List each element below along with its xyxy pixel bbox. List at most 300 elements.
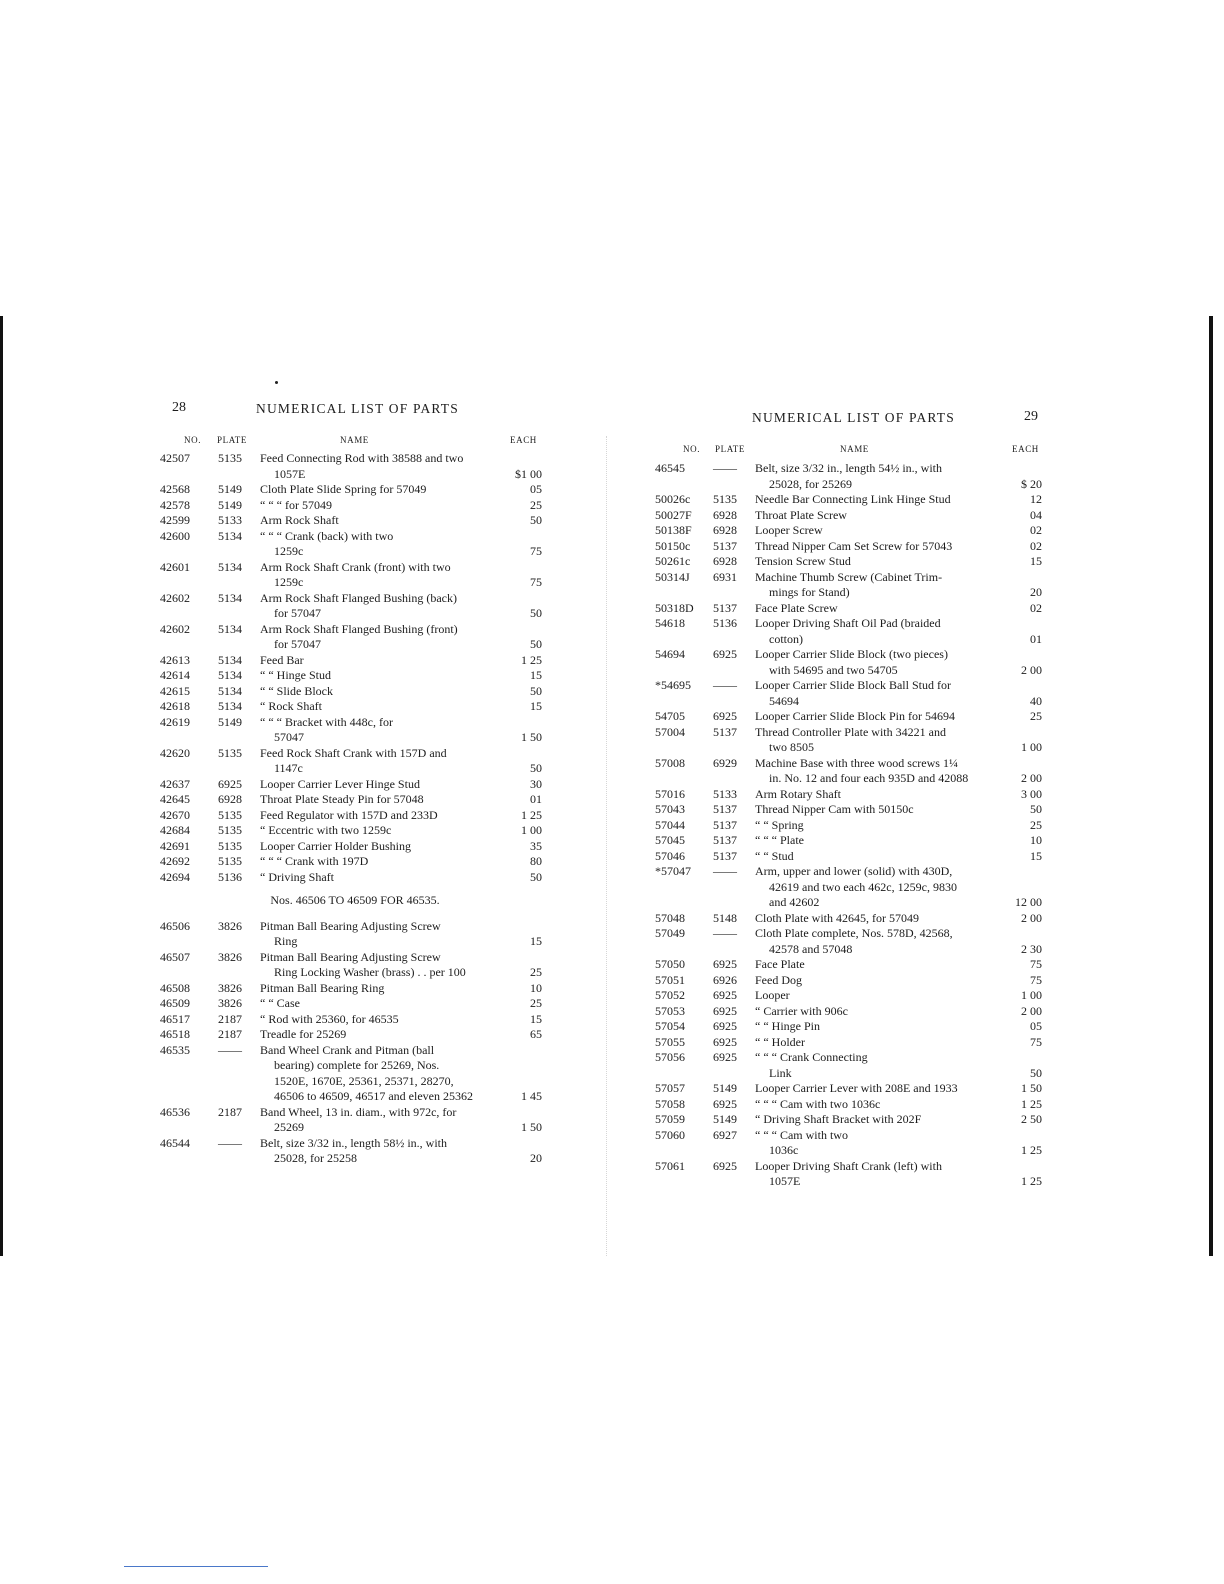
plate-number: 6925 (713, 1050, 737, 1064)
price-each: 75 (530, 544, 542, 558)
table-row (655, 864, 1050, 911)
part-name (755, 833, 995, 849)
part-name-text: “ “ “ Crank with 197D (260, 854, 369, 868)
price-each: 05 (530, 482, 542, 496)
table-row (655, 988, 1050, 1004)
table-row (655, 647, 1050, 678)
part-number: 42601 (160, 559, 190, 574)
part-name-text: “ Carrier with 906c (755, 1003, 848, 1018)
plate-number: 5137 (713, 817, 737, 832)
part-number: 46544 (160, 1135, 190, 1150)
part-name (260, 1105, 495, 1136)
table-row (160, 839, 550, 855)
part-name-continued: 1147c (274, 761, 303, 775)
table-row (160, 996, 550, 1012)
part-name (755, 1004, 995, 1020)
plate-number: 3826 (218, 980, 242, 995)
part-number: 57058 (655, 1096, 685, 1111)
table-row (655, 523, 1050, 539)
part-name (260, 870, 495, 886)
table-row (655, 973, 1050, 989)
part-name (260, 498, 495, 514)
part-number: 50261c (655, 554, 691, 568)
part-name (755, 570, 995, 601)
col-each: EACH (510, 435, 537, 445)
part-number: 57051 (655, 972, 685, 987)
price-each: 02 (1030, 600, 1042, 615)
col-plate: PLATE (217, 435, 247, 445)
price-each: 1 45 (521, 1089, 542, 1103)
plate-number: 6926 (713, 972, 737, 987)
price-each: 15 (530, 668, 542, 682)
price-each: 3 00 (1021, 786, 1042, 801)
part-number: 46518 (160, 1027, 190, 1041)
part-name-text: “ “ Slide Block (260, 683, 333, 698)
part-name-text: Arm, upper and lower (solid) with 430D, (755, 864, 953, 878)
plate-number: 5149 (218, 497, 242, 512)
part-number: 57016 (655, 786, 685, 801)
table-row (655, 601, 1050, 617)
price-each: 25 (530, 497, 542, 512)
part-name-text: “ “ “ Crank (back) with two (260, 528, 394, 543)
price-each: 02 (1030, 538, 1042, 553)
part-name (755, 849, 995, 865)
part-number: 42578 (160, 497, 190, 512)
table-row (655, 616, 1050, 647)
plate-number: 6929 (713, 755, 737, 770)
part-number: 42600 (160, 528, 190, 543)
part-name (755, 523, 995, 539)
price-each: 40 (1030, 693, 1042, 708)
table-row (160, 529, 550, 560)
price-each: 20 (530, 1151, 542, 1165)
plate-number: —— (218, 1135, 242, 1150)
table-row (655, 1035, 1050, 1051)
page-number: 28 (172, 400, 186, 415)
part-name-text: “ Driving Shaft Bracket with 202F (755, 1112, 922, 1126)
part-name (260, 1043, 495, 1105)
part-name (260, 808, 495, 824)
plate-number: 5135 (218, 823, 242, 837)
price-each: $ 20 (1021, 476, 1042, 491)
col-name: NAME (840, 444, 869, 454)
part-number: 42694 (160, 869, 190, 884)
plate-number: 3826 (218, 918, 242, 933)
plate-number: 6931 (713, 569, 737, 584)
part-name (755, 1112, 995, 1128)
part-name (755, 1097, 995, 1113)
price-each: 50 (530, 683, 542, 698)
part-name (755, 709, 995, 725)
table-row (160, 591, 550, 622)
plate-number: 5134 (218, 528, 242, 543)
part-name-continued: 1036c (769, 1143, 799, 1157)
part-name-text: Machine Base with three wood screws 1¼ (755, 755, 958, 770)
part-name (260, 653, 495, 669)
part-name (260, 591, 495, 622)
col-each: EACH (1012, 444, 1039, 454)
part-name-text: Throat Plate Screw (755, 507, 847, 522)
part-name-text: “ “ Case (260, 996, 300, 1010)
part-name (755, 492, 995, 508)
table-row (160, 622, 550, 653)
part-name-text: “ “ Stud (755, 848, 794, 863)
table-row (655, 678, 1050, 709)
price-each: 1 25 (1021, 1143, 1042, 1157)
part-name-text: “ Rod with 25360, for 46535 (260, 1011, 399, 1026)
scan-speck (275, 381, 278, 384)
part-name (260, 746, 495, 777)
part-name (260, 792, 495, 808)
plate-number: 6928 (713, 507, 737, 522)
part-name-text: Feed Rock Shaft Crank with 157D and (260, 745, 447, 760)
plate-number: 5134 (218, 683, 242, 698)
section-subhead: Nos. 46506 TO 46509 FOR 46535. (270, 893, 440, 907)
part-name-text: “ “ Hinge Stud (260, 668, 331, 682)
part-name (260, 560, 495, 591)
plate-number: 6925 (713, 647, 737, 661)
part-name-text: Needle Bar Connecting Link Hinge Stud (755, 492, 951, 506)
parts-list (160, 451, 550, 1167)
price-each: 2 30 (1021, 941, 1042, 956)
part-number: 42618 (160, 699, 190, 713)
part-number: 57050 (655, 957, 685, 971)
table-row (160, 777, 550, 793)
part-name-continued: 1520E, 1670E, 25361, 25371, 28270, (274, 1073, 454, 1088)
part-name-text: “ “ “ Cam with two 1036c (755, 1096, 881, 1111)
price-each: 25 (1030, 709, 1042, 723)
part-name-text: Arm Rock Shaft (260, 513, 339, 527)
plate-number: 5137 (713, 538, 737, 553)
part-name-text: Feed Bar (260, 652, 304, 667)
plate-number: 5133 (713, 786, 737, 801)
table-row (655, 461, 1050, 492)
table-row (160, 950, 550, 981)
part-name (755, 678, 995, 709)
part-name-text: Feed Dog (755, 972, 802, 987)
part-name-text: Looper Carrier Lever with 208E and 1933 (755, 1081, 958, 1095)
part-name (755, 911, 995, 927)
part-number: 50027F (655, 507, 692, 522)
part-name-continued: for 57047 (274, 606, 321, 620)
plate-number: 5134 (218, 621, 242, 636)
price-each: 65 (530, 1027, 542, 1041)
part-name (755, 461, 995, 492)
plate-number: 5137 (713, 802, 737, 816)
table-row (160, 451, 550, 482)
part-name (755, 539, 995, 555)
part-name (755, 957, 995, 973)
part-name-continued: 42619 and two each 462c, 1259c, 9830 (769, 879, 957, 894)
price-each: 1 50 (1021, 1081, 1042, 1095)
part-name-continued: 46506 to 46509, 46517 and eleven 25362 (274, 1089, 473, 1103)
table-row (655, 833, 1050, 849)
price-each: 80 (530, 854, 542, 868)
part-name-text: Band Wheel Crank and Pitman (ball (260, 1042, 435, 1057)
table-row (655, 818, 1050, 834)
plate-number: 5135 (218, 807, 242, 822)
part-name-text: Looper Carrier Lever Hinge Stud (260, 776, 420, 791)
part-name (755, 1035, 995, 1051)
price-each: 1 25 (521, 652, 542, 667)
part-name (260, 1027, 495, 1043)
price-each: 25 (1030, 817, 1042, 832)
plate-number: 5135 (218, 854, 242, 868)
running-head: NUMERICAL LIST OF PARTS (752, 410, 955, 425)
plate-number: 5137 (713, 600, 737, 615)
part-name-text: “ “ “ Crank Connecting (755, 1050, 868, 1064)
part-name-continued: for 57047 (274, 637, 321, 651)
part-number: 57057 (655, 1081, 685, 1095)
price-each: 01 (530, 792, 542, 806)
part-name (260, 919, 495, 950)
table-row (655, 570, 1050, 601)
col-no: NO. (683, 444, 701, 454)
plate-number: 5137 (713, 833, 737, 847)
part-number: 42637 (160, 776, 190, 791)
plate-number: —— (713, 461, 737, 475)
plate-number: 5136 (218, 869, 242, 884)
part-number: 57055 (655, 1034, 685, 1049)
plate-number: 6925 (713, 1158, 737, 1173)
part-name-text: Looper Carrier Holder Bushing (260, 838, 411, 853)
price-each: 2 00 (1021, 1003, 1042, 1018)
part-number: 42614 (160, 668, 190, 682)
part-name-continued: bearing) complete for 25269, Nos. (274, 1058, 440, 1072)
part-name-text: Pitman Ball Bearing Ring (260, 980, 385, 995)
part-name (755, 616, 995, 647)
part-number: 54694 (655, 647, 685, 661)
part-name (755, 818, 995, 834)
price-each: 2 50 (1021, 1112, 1042, 1126)
plate-number: —— (713, 864, 737, 878)
price-each: 75 (530, 575, 542, 589)
part-name-continued: in. No. 12 and four each 935D and 42088 (769, 771, 969, 785)
part-name (755, 1159, 995, 1190)
price-each: 10 (530, 980, 542, 995)
table-row (655, 1019, 1050, 1035)
plate-number: 5134 (218, 699, 242, 713)
part-name (755, 1019, 995, 1035)
part-name-text: Thread Controller Plate with 34221 and (755, 724, 946, 739)
part-number: 57043 (655, 802, 685, 816)
part-name-text: Tension Screw Stud (755, 554, 851, 568)
plate-number: 5135 (713, 492, 737, 506)
part-number: 57004 (655, 724, 685, 739)
part-name (755, 864, 995, 911)
part-name-continued: 54694 (769, 693, 799, 708)
price-each: 25 (530, 996, 542, 1010)
plate-number: 6925 (218, 776, 242, 791)
table-row (655, 725, 1050, 756)
price-each: 50 (1030, 1065, 1042, 1080)
table-row (160, 1027, 550, 1043)
part-number: 57061 (655, 1158, 685, 1173)
part-number: 54618 (655, 616, 685, 630)
part-name (260, 854, 495, 870)
col-name: NAME (340, 435, 369, 445)
table-row (655, 1081, 1050, 1097)
plate-number: 6925 (713, 1034, 737, 1049)
table-row (160, 1105, 550, 1136)
part-name-text: Looper (755, 988, 790, 1002)
plate-number: 6925 (713, 1096, 737, 1111)
price-each: 75 (1030, 972, 1042, 987)
part-name-text: Cloth Plate Slide Spring for 57049 (260, 482, 427, 496)
running-head: NUMERICAL LIST OF PARTS (256, 401, 459, 416)
plate-number: 2187 (218, 1027, 242, 1041)
price-each: 1 25 (1021, 1174, 1042, 1188)
part-name (260, 684, 495, 700)
scan-edge-left (0, 316, 3, 1256)
part-name-text: Feed Regulator with 157D and 233D (260, 807, 438, 822)
table-row (655, 1097, 1050, 1113)
part-name-text: Thread Nipper Cam Set Screw for 57043 (755, 538, 953, 553)
plate-number: 5134 (218, 668, 242, 682)
table-row (655, 911, 1050, 927)
part-name-text: Belt, size 3/32 in., length 58½ in., with (260, 1135, 447, 1150)
price-each: 35 (530, 838, 542, 853)
part-name-text: “ Eccentric with two 1259c (260, 823, 392, 837)
plate-number: 5135 (218, 745, 242, 760)
part-name (260, 981, 495, 997)
part-name-text: Looper Carrier Slide Block (two pieces) (755, 647, 948, 661)
table-row (160, 1043, 550, 1105)
table-row (655, 539, 1050, 555)
price-each: 1 50 (521, 730, 542, 744)
part-name (755, 725, 995, 756)
part-number: 42691 (160, 838, 190, 853)
part-number: 57060 (655, 1127, 685, 1142)
table-row (160, 1012, 550, 1028)
part-name-continued: 1259c (274, 575, 304, 589)
part-name-continued: 25028, for 25258 (274, 1151, 357, 1165)
part-name (755, 554, 995, 570)
price-each: 1 00 (1021, 740, 1042, 754)
table-row (655, 1004, 1050, 1020)
price-each: 2 00 (1021, 910, 1042, 925)
part-name-text: Pitman Ball Bearing Adjusting Screw (260, 949, 441, 964)
table-row (655, 1159, 1050, 1190)
part-name (755, 1081, 995, 1097)
part-name (260, 823, 495, 839)
plate-number: 5135 (218, 451, 242, 465)
table-row (160, 808, 550, 824)
part-number: 42613 (160, 652, 190, 667)
part-name-text: Cloth Plate with 42645, for 57049 (755, 910, 919, 925)
part-name-text: “ “ “ Cam with two (755, 1127, 848, 1142)
price-each: 02 (1030, 523, 1042, 537)
part-name-text: Pitman Ball Bearing Adjusting Screw (260, 918, 441, 933)
price-each: 2 00 (1021, 662, 1042, 677)
table-row (655, 787, 1050, 803)
plate-number: 5149 (713, 1081, 737, 1095)
table-row (655, 1112, 1050, 1128)
page-number: 29 (1024, 409, 1038, 424)
part-name (260, 513, 495, 529)
table-row (160, 870, 550, 886)
part-number: 46509 (160, 996, 190, 1010)
plate-number: —— (713, 678, 737, 692)
price-each: 1 25 (1021, 1096, 1042, 1111)
part-name (755, 973, 995, 989)
part-number: 57059 (655, 1112, 685, 1126)
part-name (260, 622, 495, 653)
scan-edge-right (1209, 316, 1213, 1256)
col-plate: PLATE (715, 444, 745, 454)
plate-number: 5137 (713, 724, 737, 739)
part-number: 54705 (655, 709, 685, 723)
part-name (755, 601, 995, 617)
table-row (655, 926, 1050, 957)
part-number: 42507 (160, 451, 190, 465)
part-name (260, 777, 495, 793)
plate-number: 2187 (218, 1104, 242, 1119)
plate-number: 6928 (713, 523, 737, 537)
part-number: 50150c (655, 538, 691, 553)
part-name-text: “ “ “ Plate (755, 833, 804, 847)
part-name-continued: 1057E (274, 466, 306, 481)
part-name-text: Looper Driving Shaft Crank (left) with (755, 1158, 942, 1173)
price-each: 50 (530, 513, 542, 527)
blue-rule (124, 1566, 268, 1567)
price-each: 1 00 (1021, 988, 1042, 1002)
part-number: 57049 (655, 926, 685, 940)
table-row (160, 482, 550, 498)
part-number: 46508 (160, 980, 190, 995)
part-name-text: Face Plate (755, 957, 805, 971)
column-headers (655, 444, 1050, 456)
table-row (655, 508, 1050, 524)
price-each: 15 (1030, 848, 1042, 863)
table-row (655, 709, 1050, 725)
part-number: 42670 (160, 807, 190, 822)
part-name-text: Throat Plate Steady Pin for 57048 (260, 792, 424, 806)
table-row (655, 957, 1050, 973)
plate-number: 5133 (218, 513, 242, 527)
part-name-continued: Ring Locking Washer (brass) . . per 100 (274, 965, 466, 979)
table-row (160, 1136, 550, 1167)
part-name-text: Machine Thumb Screw (Cabinet Trim- (755, 569, 943, 584)
part-name (755, 647, 995, 678)
price-each: 12 00 (1015, 895, 1042, 909)
part-number: 57046 (655, 848, 685, 863)
part-name (260, 529, 495, 560)
part-name-text: Arm Rock Shaft Flanged Bushing (back) (260, 590, 457, 605)
table-row (655, 1128, 1050, 1159)
part-name-continued: 25269 (274, 1120, 304, 1134)
book-gutter (606, 436, 621, 1256)
part-name-continued: 57047 (274, 730, 304, 744)
part-number: 57056 (655, 1050, 685, 1064)
table-row (160, 746, 550, 777)
part-number: 42620 (160, 745, 190, 760)
plate-number: 6928 (218, 792, 242, 806)
part-name-continued: 25028, for 25269 (769, 476, 852, 491)
part-name (755, 926, 995, 957)
part-number: 46507 (160, 949, 190, 964)
price-each: 15 (1030, 554, 1042, 568)
table-row (160, 919, 550, 950)
part-name-text: Band Wheel, 13 in. diam., with 972c, for (260, 1104, 457, 1119)
table-row (160, 653, 550, 669)
plate-number: 6925 (713, 709, 737, 723)
part-name-continued: mings for Stand) (769, 585, 850, 599)
price-each: 75 (1030, 957, 1042, 971)
part-number: *54695 (655, 678, 691, 692)
plate-number: 5149 (218, 482, 242, 496)
part-name (260, 839, 495, 855)
